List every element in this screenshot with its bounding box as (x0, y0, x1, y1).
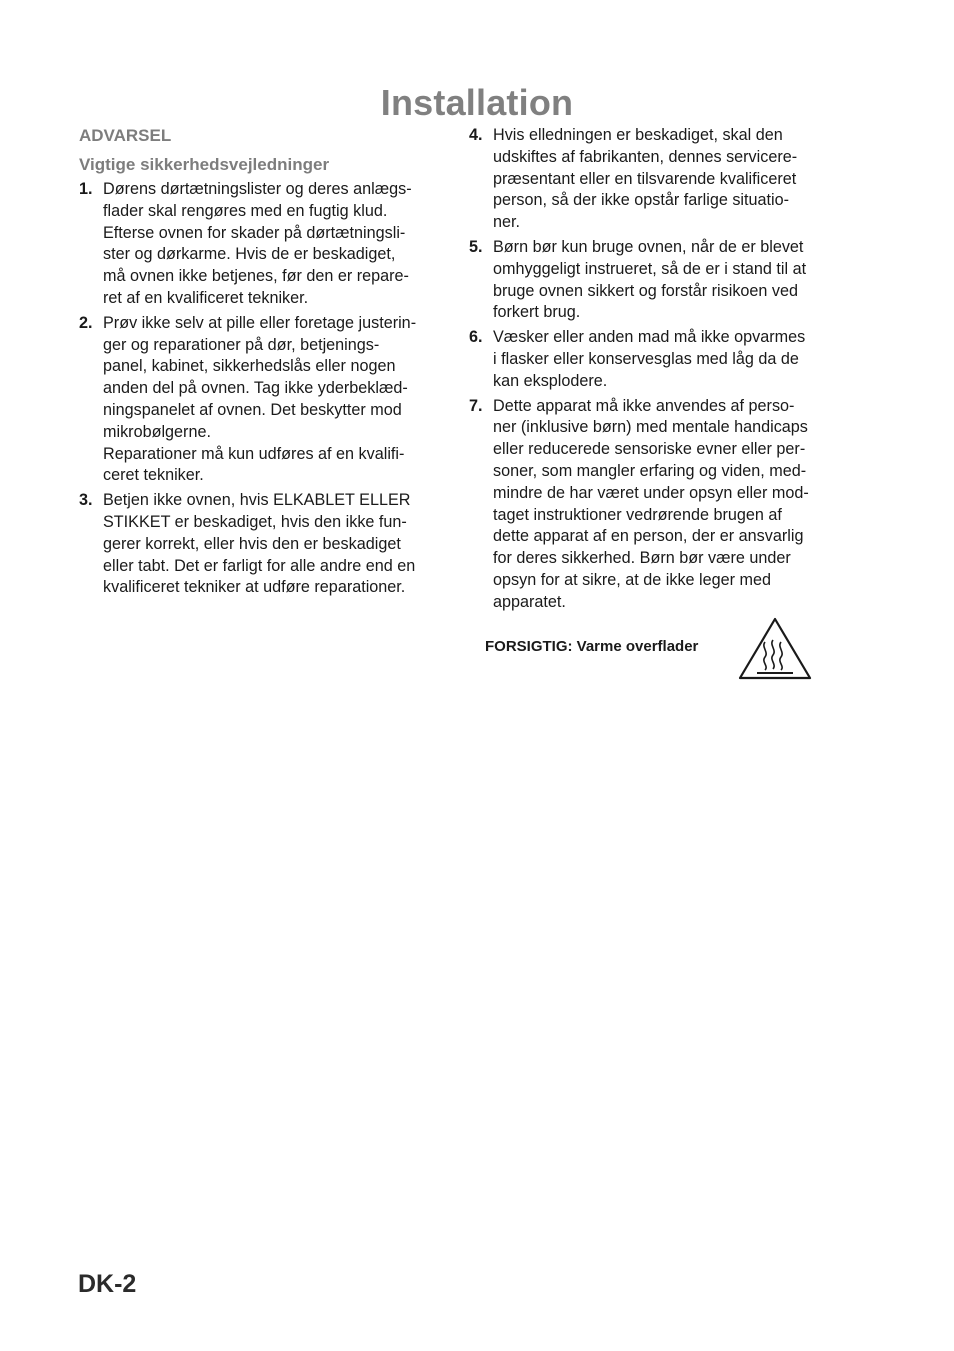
safety-item-2 (79, 313, 449, 487)
item-line: apparatet. (493, 592, 566, 611)
item-line: ningspanelet af ovnen. Det beskytter mod (103, 400, 402, 419)
item-line: Prøv ikke selv at pille eller foretage justerin- (103, 313, 417, 332)
item-number: 5. (469, 237, 483, 256)
item-line: udskiftes af fabrikanten, dennes servicere- (493, 147, 798, 166)
item-line: gerer korrekt, eller hvis den er beskadiget (103, 534, 401, 553)
item-number: 2. (79, 313, 93, 332)
item-number: 6. (469, 328, 483, 347)
item-line: kan eksplodere. (493, 371, 608, 390)
item-line: eller tabt. Det er farligt for alle andre end en (103, 556, 416, 575)
item-line: STIKKET er beskadiget, hvis den ikke fun- (103, 512, 407, 531)
item-line: ger og reparationer på dør, betjenings- (103, 335, 380, 354)
item-line: Væsker eller anden mad må ikke opvarmes (493, 328, 806, 347)
item-line: forkert brug. (493, 303, 581, 322)
item-line: i flasker eller konservesglas med låg da de (493, 349, 799, 368)
page-number: DK-2 (78, 1270, 137, 1298)
safety-item-3 (79, 490, 449, 599)
item-line: ster og dørkarme. Hvis de er beskadiget, (103, 245, 396, 264)
item-line: ner (inklusive børn) med mentale handicaps (493, 418, 808, 437)
safety-item-7 (469, 396, 843, 614)
item-line: for deres sikkerhed. Børn bør være under (493, 549, 791, 568)
item-line: ret af en kvalificeret tekniker. (103, 288, 309, 307)
item-line: Hvis elledningen er beskadiget, skal den (493, 126, 783, 144)
left-column (79, 124, 449, 602)
item-line: dette apparat af en person, der er ansvarlig (493, 527, 804, 546)
item-number: 1. (79, 180, 93, 198)
item-number: 3. (79, 491, 93, 510)
item-line: ner. (493, 213, 520, 232)
safety-item-1 (79, 179, 449, 310)
warning-heading: ADVARSEL (79, 126, 172, 145)
item-line: Dørens dørtætningslister og deres anlægs- (103, 180, 412, 198)
item-line: mikrobølgerne. (103, 422, 211, 441)
safety-subheading: Vigtige sikkerhedsvejledninger (79, 155, 330, 174)
caution-label: FORSIGTIG: Varme overflader (485, 638, 699, 655)
item-line: mindre de har været under opsyn eller mod- (493, 483, 809, 502)
item-line: kvalificeret tekniker at udføre reparationer. (103, 578, 406, 597)
item-number: 7. (469, 396, 483, 415)
item-line: anden del på ovnen. Tag ikke yderbeklæd- (103, 379, 408, 398)
item-line: Børn bør kun bruge ovnen, når de er blevet (493, 237, 804, 256)
item-number: 4. (469, 126, 483, 144)
item-line: omhyggeligt instrueret, så de er i stand til at (493, 259, 807, 278)
item-line: ceret tekniker. (103, 466, 204, 485)
right-column (469, 125, 843, 617)
caution-notice (485, 616, 815, 682)
item-line: opsyn for at sikre, at de ikke leger med (493, 570, 772, 589)
item-line: person, så der ikke opstår farlige situatio- (493, 191, 790, 210)
item-line: taget instruktioner vedrørende brugen af (493, 505, 782, 524)
item-line: Dette apparat må ikke anvendes af perso- (493, 396, 795, 415)
page-title: Installation (380, 82, 574, 124)
safety-item-4 (469, 125, 843, 234)
item-line: panel, kabinet, sikkerhedslås eller nogen (103, 357, 396, 376)
item-line: Efterse ovnen for skader på dørtætningsli- (103, 223, 406, 242)
item-line: præsentant eller en tilsvarende kvalificeret (493, 169, 797, 188)
item-line: eller reducerede sensoriske evner eller per- (493, 440, 806, 459)
item-line: soner, som mangler erfaring og viden, med- (493, 461, 807, 480)
hot-surface-warning-icon (737, 616, 813, 682)
item-line: Reparationer må kun udføres af en kvalifi- (103, 444, 405, 463)
safety-list-left (79, 179, 449, 599)
safety-list-right (469, 125, 843, 614)
item-line: må ovnen ikke betjenes, før den er repare- (103, 267, 409, 286)
item-line: Betjen ikke ovnen, hvis ELKABLET ELLER (103, 491, 411, 510)
item-line: bruge ovnen sikkert og forstår risikoen ved (493, 281, 799, 300)
safety-item-6 (469, 327, 843, 392)
safety-item-5 (469, 237, 843, 324)
item-line: flader skal rengøres med en fugtig klud. (103, 201, 388, 220)
